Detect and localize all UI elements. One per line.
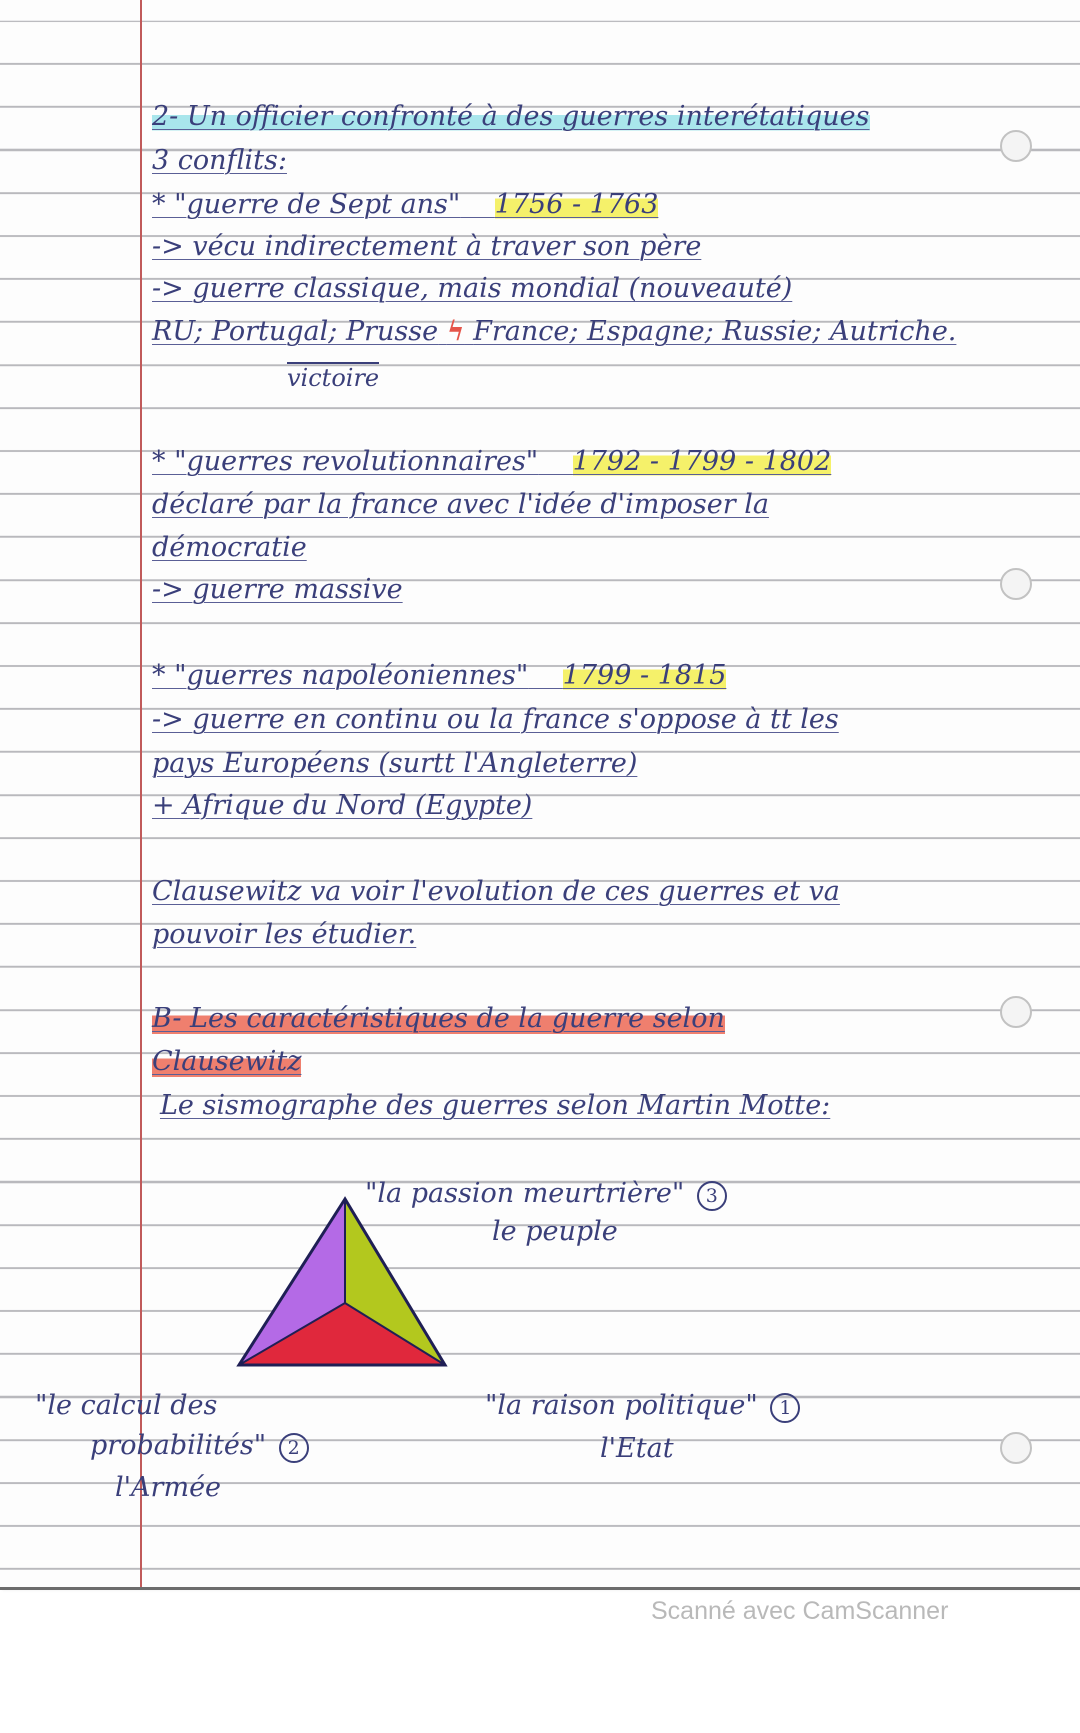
war1-title: * "guerre de Sept ans" [152,189,461,220]
war3-dates: 1799 - 1815 [562,660,727,691]
camscanner-watermark: Scanné avec CamScanner [651,1597,949,1625]
conflicts-intro: 3 conflits: [152,145,287,176]
punch-hole [1000,130,1032,162]
peuple-label: le peuple [492,1216,618,1247]
war1-enemies: France; Espagne; Russie; Autriche. [473,316,957,347]
war1-line1: -> vécu indirectement à traver son père [152,231,702,262]
war3-title: * "guerres napoléoniennes" [152,660,529,691]
raison-label: "la raison politique" [485,1390,758,1421]
passion-label: "la passion meurtrière" [365,1178,685,1209]
section-b-line2-wrap [152,1048,301,1075]
section-b-line1-wrap [152,1005,725,1032]
calcul-label-line-2 [90,1432,309,1463]
etat-label: l'Etat [600,1433,674,1464]
punch-hole [1000,996,1032,1028]
passion-number: 3 [697,1181,727,1211]
margin-line [140,0,142,1590]
raison-number: 1 [770,1393,800,1423]
punch-hole [1000,568,1032,600]
war2-line1: déclaré par la france avec l'idée d'imposer la [152,489,769,520]
armee-label: l'Armée [115,1472,222,1503]
passion-label-line [365,1180,727,1211]
war2-line3: -> guerre massive [152,574,403,605]
war2-title-line [152,448,831,475]
clausewitz-line1: Clausewitz va voir l'evolution de ces guerres et va [152,876,840,907]
war1-title-line [152,191,658,218]
war1-alliance-line [152,318,956,345]
section-b-title: B- Les caractéristiques de la guerre selon [152,1003,725,1034]
heading: 2- Un officier confronté à des guerres interétatiques [152,101,870,132]
war3-title-line [152,662,726,689]
war2-line2: démocratie [152,532,307,563]
clausewitz-trinity-diagram [235,1195,450,1370]
war2-dates: 1792 - 1799 - 1802 [572,446,832,477]
raison-label-line [485,1392,800,1423]
war3-line1: -> guerre en continu ou la france s'oppose à tt les [152,704,839,735]
heading-line [152,103,870,130]
war1-line2: -> guerre classique, mais mondial (nouveauté) [152,273,793,304]
war1-allies: RU; Portugal; Prusse [152,316,439,347]
calcul-label-2: probabilités" [90,1430,267,1461]
sismographe-line: Le sismographe des guerres selon Martin Motte: [160,1090,831,1121]
war1-outcome: victoire [287,364,380,392]
calcul-number: 2 [279,1433,309,1463]
war1-dates: 1756 - 1763 [494,189,659,220]
war3-line3: + Afrique du Nord (Egypte) [152,790,533,821]
calcul-label-1: "le calcul des [35,1390,218,1421]
section-b-title-cont: Clausewitz [152,1046,302,1077]
war2-title: * "guerres revolutionnaires" [152,446,539,477]
war3-line2: pays Européens (surtt l'Angleterre) [152,748,638,779]
clausewitz-line2: pouvoir les étudier. [152,919,417,950]
lightning-icon: ϟ [446,316,465,347]
punch-hole [1000,1432,1032,1464]
